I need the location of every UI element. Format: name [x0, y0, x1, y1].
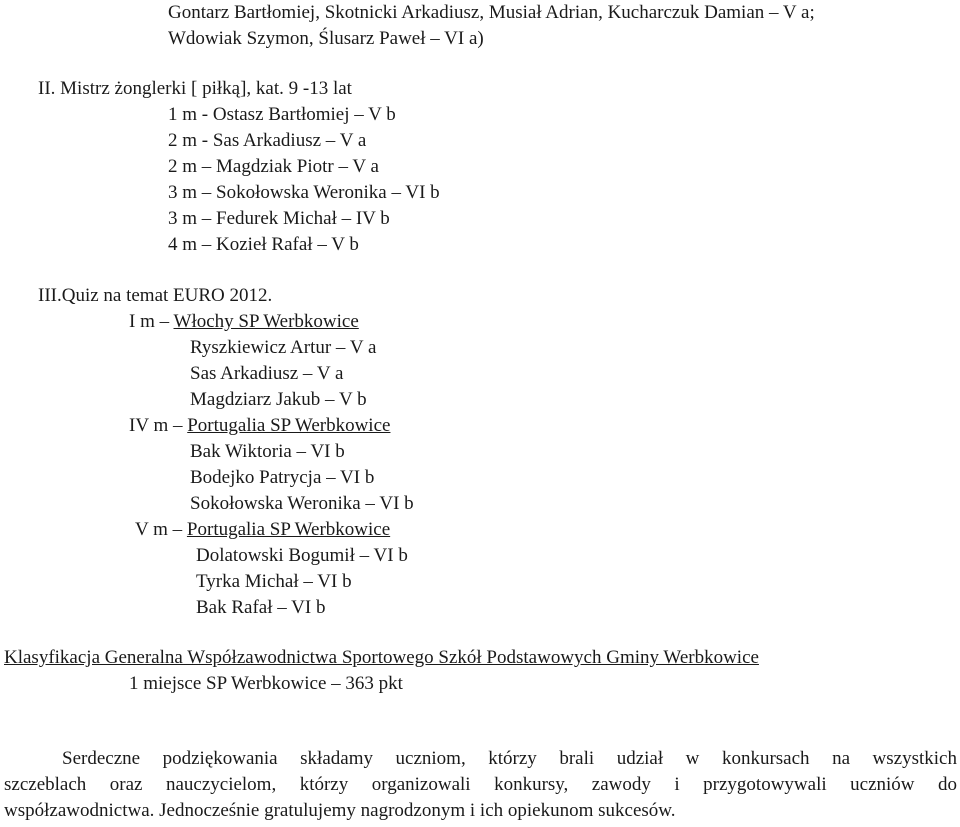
section-2-title: II. Mistrz żonglerki [ piłką], kat. 9 -13 lat: [38, 78, 352, 99]
quiz-place-1-prefix: I m –: [129, 311, 174, 332]
quiz-place-1-member-3: Magdziarz Jakub – V b: [190, 389, 367, 410]
quiz-place-2: [129, 413, 390, 439]
quiz-place-1-team: Włochy SP Werbkowice: [173, 311, 359, 332]
section-2-result-1: 1 m - Ostasz Bartłomiej – V b: [168, 104, 396, 125]
quiz-place-3-team: Portugalia SP Werbkowice: [186, 519, 391, 540]
quiz-place-2-team: Portugalia SP Werbkowice: [187, 415, 391, 436]
quiz-place-3-member-3: Bak Rafał – VI b: [196, 597, 326, 618]
quiz-place-3-member-1: Dolatowski Bogumił – VI b: [196, 545, 408, 566]
classification-result: 1 miejsce SP Werbkowice – 363 pkt: [129, 673, 403, 694]
quiz-place-3: [135, 517, 390, 543]
quiz-place-3-prefix: V m –: [135, 519, 187, 540]
section-3-title: III.Quiz na temat EURO 2012.: [38, 285, 273, 306]
quiz-place-2-member-2: Bodejko Patrycja – VI b: [190, 467, 375, 488]
classification-title: Klasyfikacja Generalna Współzawodnictwa Sportowego Szkół Podstawowych Gminy Werbkowice: [4, 647, 759, 668]
thanks-line-3: współzawodnictwa. Jednocześnie gratulujemy nagrodzonym i ich opiekunom sukcesów.: [4, 800, 676, 821]
section-2-result-2: 2 m - Sas Arkadiusz – V a: [168, 130, 367, 151]
quiz-place-1-member-2: Sas Arkadiusz – V a: [190, 363, 344, 384]
section-2-result-4: 3 m – Sokołowska Weronika – VI b: [168, 182, 440, 203]
section-2-result-3: 2 m – Magdziak Piotr – V a: [168, 156, 379, 177]
quiz-place-2-prefix: IV m –: [129, 415, 188, 436]
section-2-result-6: 4 m – Kozieł Rafał – V b: [168, 234, 359, 255]
intro-line-1: Gontarz Bartłomiej, Skotnicki Arkadiusz, Musiał Adrian, Kucharczuk Damian – V a;: [168, 2, 815, 23]
quiz-place-3-member-2: Tyrka Michał – VI b: [196, 571, 352, 592]
quiz-place-2-member-3: Sokołowska Weronika – VI b: [190, 493, 414, 514]
quiz-place-1: [129, 309, 359, 335]
thanks-line-1: Serdeczne podziękowania składamy uczniom, którzy brali udział w konkursach na wszystkich: [62, 748, 957, 769]
thanks-line-2: szczeblach oraz nauczycielom, którzy organizowali konkursy, zawody i przygotowywali uczniów do: [4, 774, 957, 795]
quiz-place-2-member-1: Bak Wiktoria – VI b: [190, 441, 345, 462]
intro-line-2: Wdowiak Szymon, Ślusarz Paweł – VI a): [168, 28, 484, 49]
section-2-result-5: 3 m – Fedurek Michał – IV b: [168, 208, 390, 229]
quiz-place-1-member-1: Ryszkiewicz Artur – V a: [190, 337, 377, 358]
